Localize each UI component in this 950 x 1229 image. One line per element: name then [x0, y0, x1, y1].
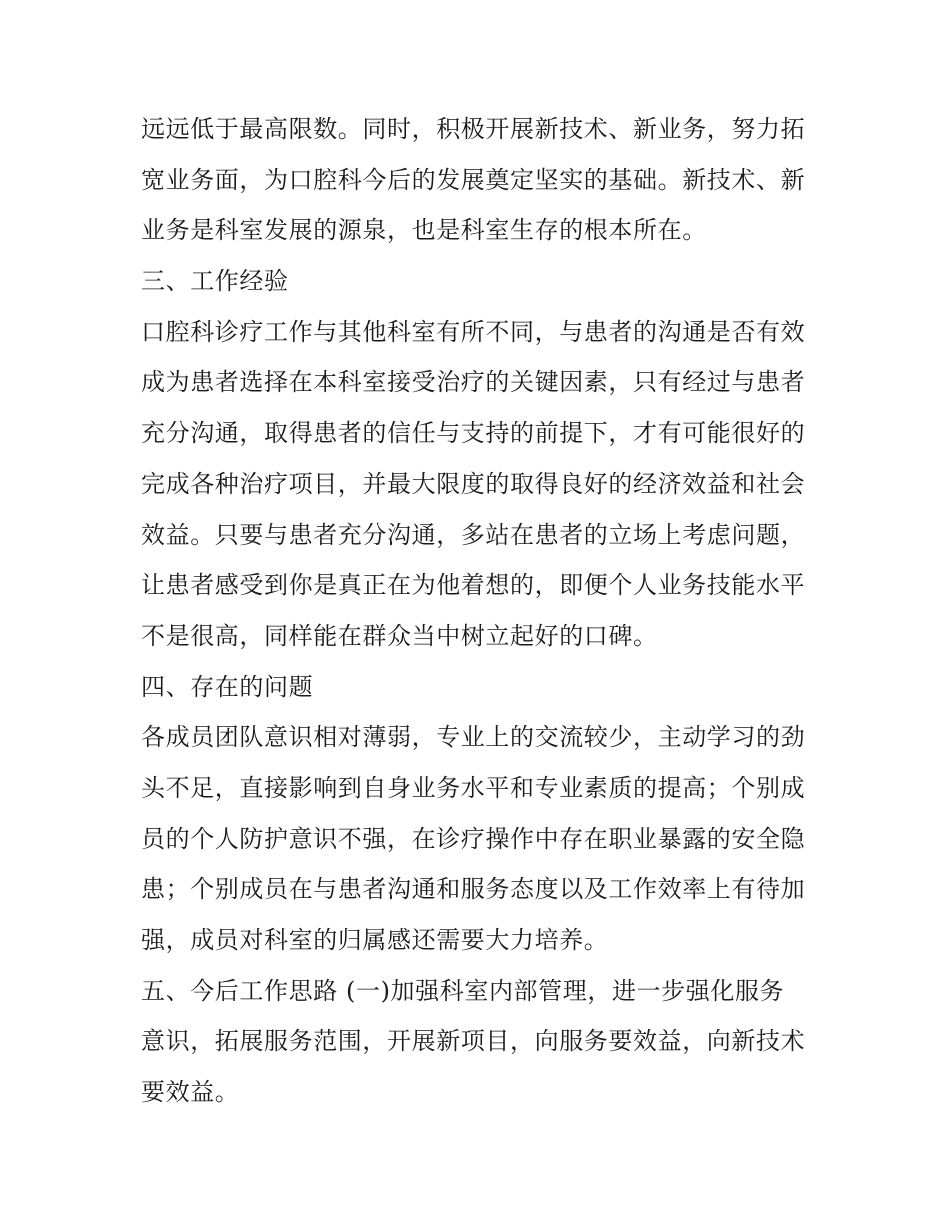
text-line: 患；个别成员在与患者沟通和服务态度以及工作效率上有待加: [141, 875, 806, 904]
text-line: 效益。只要与患者充分沟通，多站在患者的立场上考虑问题，: [141, 520, 806, 549]
text-line: 要效益。: [141, 1078, 240, 1107]
text-line: 完成各种治疗项目，并最大限度的取得良好的经济效益和社会: [141, 469, 806, 498]
text-line: 宽业务面，为口腔科今后的发展奠定坚实的基础。新技术、新: [141, 165, 806, 194]
section-heading: 五、今后工作思路 (一)加强科室内部管理，进一步强化服务: [141, 976, 785, 1005]
text-line: 远远低于最高限数。同时，积极开展新技术、新业务，努力拓: [141, 115, 806, 143]
section-heading: 三、工作经验: [141, 267, 289, 296]
text-line: 口腔科诊疗工作与其他科室有所不同，与患者的沟通是否有效: [141, 317, 806, 346]
text-line: 各成员团队意识相对薄弱，专业上的交流较少，主动学习的劲: [141, 723, 806, 752]
text-line: 意识，拓展服务范围，开展新项目，向服务要效益，向新技术: [141, 1027, 806, 1056]
text-line: 不是很高，同样能在群众当中树立起好的口碑。: [141, 621, 658, 650]
text-line: 让患者感受到你是真正在为他着想的，即便个人业务技能水平: [141, 571, 806, 600]
document-body: [141, 104, 821, 1118]
text-line: 员的个人防护意识不强，在诊疗操作中存在职业暴露的安全隐: [141, 824, 806, 853]
section-heading: 四、存在的问题: [141, 672, 314, 701]
text-line: 充分沟通，取得患者的信任与支持的前提下，才有可能很好的: [141, 419, 806, 448]
text-line: 业务是科室发展的源泉，也是科室生存的根本所在。: [141, 216, 707, 245]
text-line: 头不足，直接影响到自身业务水平和专业素质的提高；个别成: [141, 773, 806, 802]
text-line: 强，成员对科室的归属感还需要大力培养。: [141, 926, 609, 954]
text-line: 成为患者选择在本科室接受治疗的关键因素，只有经过与患者: [141, 368, 806, 397]
